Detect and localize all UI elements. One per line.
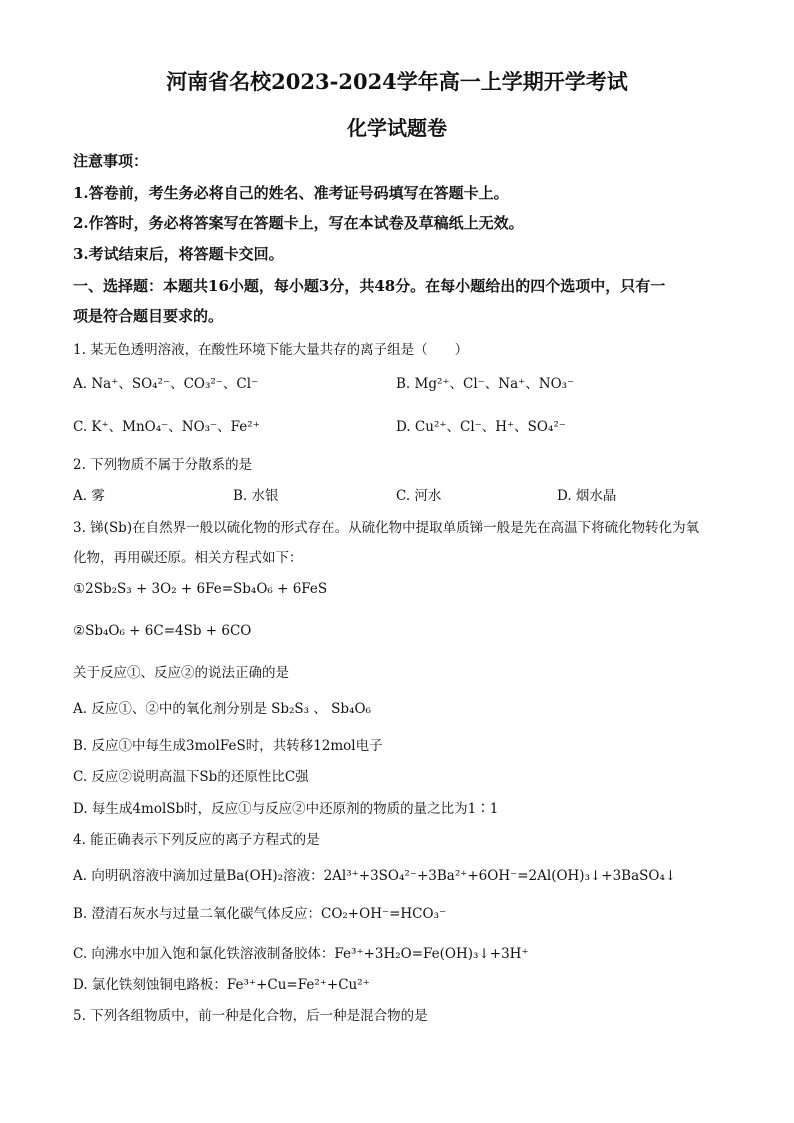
section-heading-line1: 一、选择题：本题共16小题，每小题3分，共48分。在每小题给出的四个选项中，只有一 <box>73 277 666 295</box>
question-4-stem: 4. 能正确表示下列反应的离子方程式的是 <box>73 832 320 848</box>
section-heading-line2: 项是符合题目要求的。 <box>73 307 224 325</box>
question-1-option-b: B. Mg²⁺、Cl⁻、Na⁺、NO₃⁻ <box>396 376 575 392</box>
question-4-option-a: A. 向明矾溶液中滴加过量Ba(OH)₂溶液：2Al³⁺+3SO₄²⁻+3Ba²⁺+6OH⁻=2Al(OH)₃↓+3BaSO₄↓ <box>73 868 677 884</box>
question-5-stem: 5. 下列各组物质中，前一种是化合物，后一种是混合物的是 <box>73 1008 428 1024</box>
question-3-option-c: C. 反应②说明高温下Sb的还原性比C强 <box>73 769 309 785</box>
question-1-stem: 1. 某无色透明溶液，在酸性环境下能大量共存的离子组是（ ） <box>73 342 469 358</box>
question-3-equation-2: ②Sb₄O₆ + 6C=4Sb + 6CO <box>73 623 252 639</box>
question-2-option-c: C. 河水 <box>396 488 442 504</box>
note-item-1: 1.答卷前，考生务必将自己的姓名、准考证号码填写在答题卡上。 <box>73 184 509 202</box>
question-4-option-b: B. 澄清石灰水与过量二氧化碳气体反应：CO₂+OH⁻=HCO₃⁻ <box>73 906 447 922</box>
question-2-option-b: B. 水银 <box>233 488 279 504</box>
notes-heading: 注意事项： <box>73 152 149 170</box>
question-2-option-a: A. 雾 <box>73 488 105 504</box>
note-item-3: 3.考试结束后，将答题卡交回。 <box>73 245 284 263</box>
question-3-ask: 关于反应①、反应②的说法正确的是 <box>73 665 289 681</box>
note-item-2: 2.作答时，务必将答案写在答题卡上，写在本试卷及草稿纸上无效。 <box>73 214 524 232</box>
exam-subtitle: 化学试题卷 <box>347 116 447 140</box>
question-2-stem: 2. 下列物质不属于分散系的是 <box>73 457 253 473</box>
question-3-stem-line1: 3. 锑(Sb)在自然界一般以硫化物的形式存在。从硫化物中提取单质锑一般是先在高温下将硫化物转化为氧 <box>73 520 700 536</box>
question-3-equation-1: ①2Sb₂S₃ + 3O₂ + 6Fe=Sb₄O₆ + 6FeS <box>73 581 328 597</box>
question-1-option-a: A. Na⁺、SO₄²⁻、CO₃²⁻、Cl⁻ <box>73 376 259 392</box>
question-1-option-d: D. Cu²⁺、Cl⁻、H⁺、SO₄²⁻ <box>396 419 566 435</box>
exam-title: 河南省名校2023-2024学年高一上学期开学考试 <box>166 69 628 94</box>
question-3-option-b: B. 反应①中每生成3molFeS时，共转移12mol电子 <box>73 738 383 754</box>
question-3-stem-line2: 化物，再用碳还原。相关方程式如下： <box>73 550 303 566</box>
question-4-option-d: D. 氯化铁刻蚀铜电路板：Fe³⁺+Cu=Fe²⁺+Cu²⁺ <box>73 977 370 993</box>
question-3-option-a: A. 反应①、②中的氧化剂分别是 Sb₂S₃ 、 Sb₄O₆ <box>73 701 371 717</box>
question-3-option-d: D. 每生成4molSb时，反应①与反应②中还原剂的物质的量之比为1∶1 <box>73 801 499 817</box>
question-4-option-c: C. 向沸水中加入饱和氯化铁溶液制备胶体：Fe³⁺+3H₂O=Fe(OH)₃↓+3H⁺ <box>73 946 529 962</box>
question-2-option-d: D. 烟水晶 <box>557 488 617 504</box>
question-1-option-c: C. K⁺、MnO₄⁻、NO₃⁻、Fe²⁺ <box>73 419 260 435</box>
